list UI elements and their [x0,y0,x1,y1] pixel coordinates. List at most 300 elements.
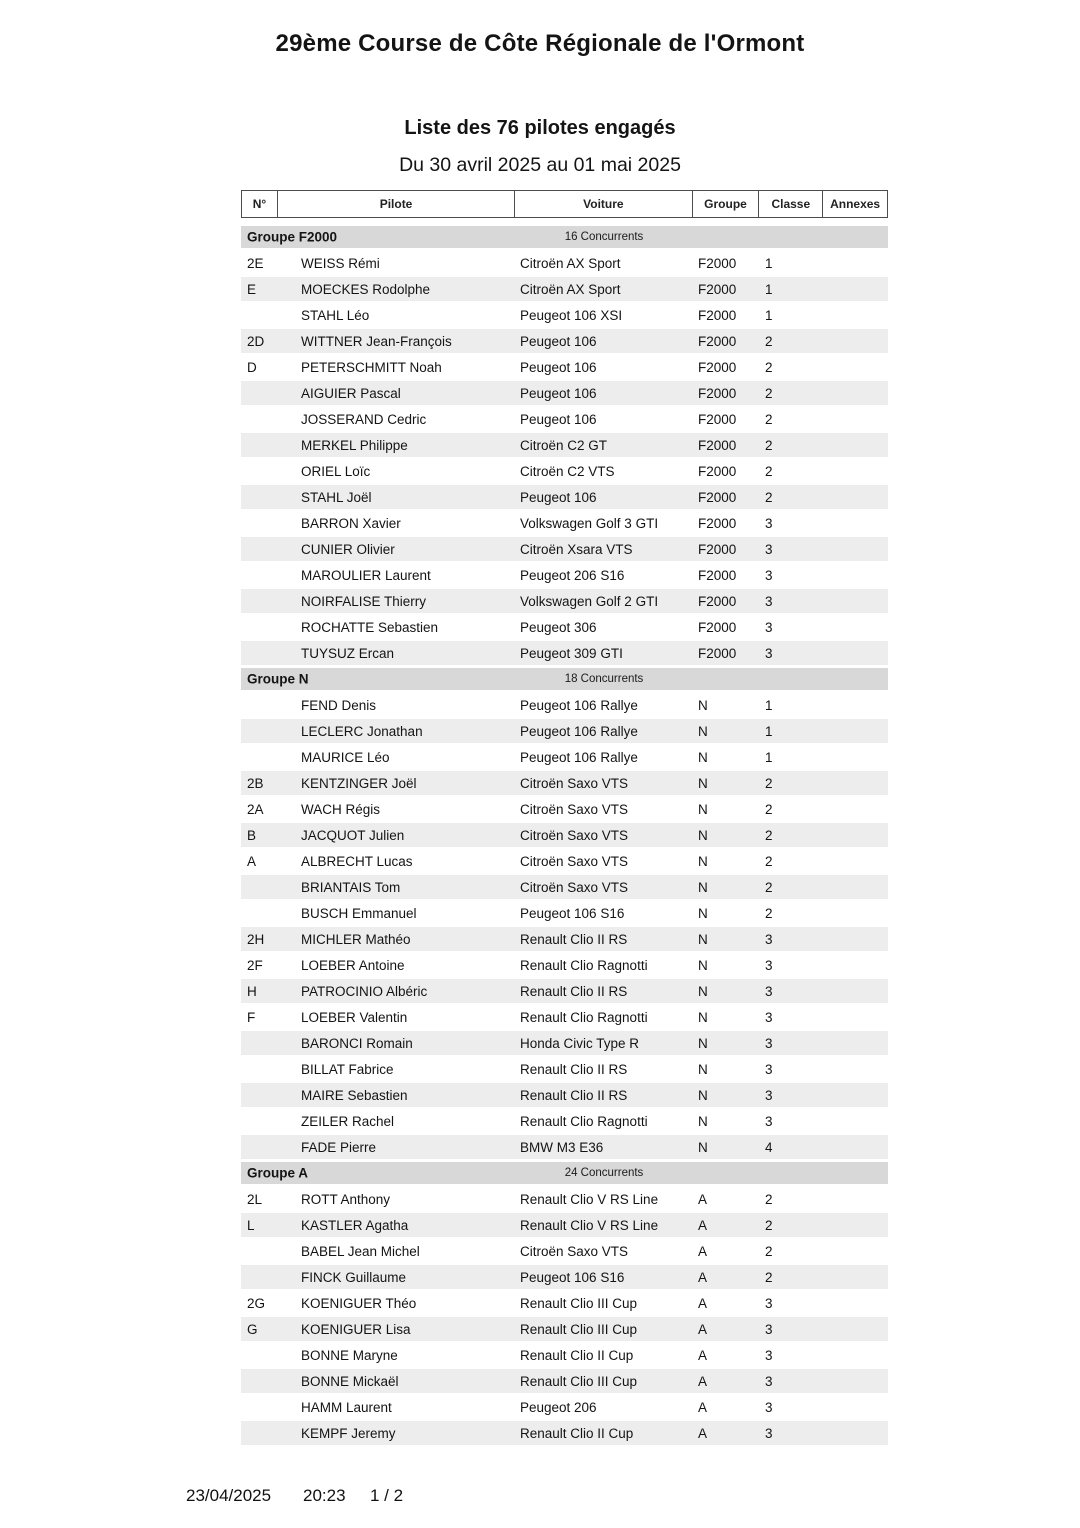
table-row [241,1394,888,1420]
table-row [241,1264,888,1290]
group-cell: F2000 [698,463,737,479]
num-cell [241,1031,277,1055]
class-cell: 2 [765,801,773,817]
pilot-cell: MERKEL Philippe [301,437,408,453]
car-cell: Renault Clio II RS [520,983,628,999]
group-cell: A [698,1217,708,1233]
table-row [241,770,888,796]
pilot-cell: STAHL Léo [301,307,370,323]
footer-print-time: 20:23 [303,1486,346,1505]
pilot-cell: LOEBER Valentin [301,1009,408,1025]
table-row [241,848,888,874]
class-cell: 3 [765,567,773,583]
class-cell: 1 [765,697,773,713]
car-cell: Renault Clio III Cup [520,1321,638,1337]
pilot-cell: JACQUOT Julien [301,827,405,843]
table-row [241,276,888,302]
num-cell: 2F [247,957,263,973]
group-competitor-count: 16 Concurrents [564,231,644,243]
class-cell: 1 [765,307,773,323]
annexes-cell [824,614,888,640]
annexes-cell [824,589,888,613]
pilot-cell: ROCHATTE Sebastien [301,619,439,635]
group-cell: F2000 [698,645,737,661]
group-cell: N [698,905,708,921]
group-cell: N [698,1035,708,1051]
group-header-bar [241,224,888,250]
pilot-cell: ALBRECHT Lucas [301,853,413,869]
pilot-cell: KASTLER Agatha [301,1217,409,1233]
group-cell: N [698,879,708,895]
pilot-cell: HAMM Laurent [301,1399,392,1415]
pilot-cell: TUYSUZ Ercan [301,645,395,661]
num-cell [241,589,277,613]
pilot-cell: FEND Denis [301,697,377,713]
class-cell: 1 [765,281,773,297]
car-cell: Peugeot 106 XSI [520,307,623,323]
num-cell: 2B [247,775,264,791]
num-cell [241,641,277,665]
pilot-cell: BRIANTAIS Tom [301,879,401,895]
num-cell: L [247,1217,255,1233]
pilot-cell: BUSCH Emmanuel [301,905,417,921]
num-cell [241,1238,277,1264]
page-title: 29ème Course de Côte Régionale de l'Ormont [275,30,805,57]
class-cell: 3 [765,541,773,557]
annexes-cell [824,354,888,380]
class-cell: 3 [765,1061,773,1077]
group-cell: A [698,1347,708,1363]
annexes-cell [824,1031,888,1055]
car-cell: Peugeot 106 [520,411,597,427]
pilot-cell: ORIEL Loïc [301,463,371,479]
car-cell: Peugeot 106 Rallye [520,749,638,765]
group-cell: A [698,1373,708,1389]
class-cell: 4 [765,1139,773,1155]
group-cell: N [698,775,708,791]
pilot-cell: BABEL Jean Michel [301,1243,420,1259]
num-cell [241,1369,277,1393]
car-cell: Renault Clio II RS [520,931,628,947]
class-cell: 2 [765,879,773,895]
car-cell: Peugeot 306 [520,619,597,635]
column-header-annexes: Annexes [830,197,881,211]
group-name: Groupe F2000 [247,229,338,245]
table-row [241,796,888,822]
class-cell: 3 [765,957,773,973]
num-cell: B [247,827,257,843]
pilot-cell: LECLERC Jonathan [301,723,423,739]
annexes-cell [824,1394,888,1420]
car-cell: Peugeot 106 [520,385,597,401]
annexes-cell [824,302,888,328]
annexes-cell [824,1213,888,1237]
car-cell: Renault Clio V RS Line [520,1217,659,1233]
car-cell: Renault Clio Ragnotti [520,1113,648,1129]
num-cell: D [247,359,257,375]
list-subtitle: Liste des 76 pilotes engagés [404,117,676,139]
annexes-cell [824,823,888,847]
num-cell [241,1342,277,1368]
annexes-cell [824,1186,888,1212]
pilot-cell: MAIRE Sebastien [301,1087,408,1103]
car-cell: Citroën Saxo VTS [520,827,629,843]
group-cell: N [698,1113,708,1129]
table-row [241,432,888,458]
num-cell [241,485,277,509]
annexes-cell [824,1083,888,1107]
class-cell: 3 [765,515,773,531]
class-cell: 2 [765,1191,773,1207]
group-cell: A [698,1269,708,1285]
group-cell: A [698,1191,708,1207]
group-cell: N [698,1009,708,1025]
num-cell [241,719,277,743]
table-row [241,328,888,354]
entry-table [241,190,888,1446]
annexes-cell [824,1369,888,1393]
annexes-cell [824,719,888,743]
group-cell: A [698,1321,708,1337]
table-row [241,874,888,900]
car-cell: Renault Clio II RS [520,1061,628,1077]
group-cell: F2000 [698,489,737,505]
car-cell: Renault Clio III Cup [520,1295,638,1311]
car-cell: Renault Clio Ragnotti [520,1009,648,1025]
car-cell: Citroën AX Sport [520,255,621,271]
table-row [241,536,888,562]
pilot-cell: KOENIGUER Lisa [301,1321,411,1337]
car-cell: Peugeot 106 [520,359,597,375]
table-row [241,640,888,666]
num-cell: 2E [247,255,264,271]
car-cell: Citroën C2 GT [520,437,608,453]
pilot-cell: KEMPF Jeremy [301,1425,396,1441]
class-cell: 3 [765,983,773,999]
class-cell: 2 [765,853,773,869]
class-cell: 2 [765,333,773,349]
num-cell [241,381,277,405]
group-cell: N [698,853,708,869]
group-cell: N [698,697,708,713]
car-cell: Peugeot 106 S16 [520,905,625,921]
class-cell: 1 [765,255,773,271]
num-cell [241,614,277,640]
car-cell: Renault Clio Ragnotti [520,957,648,973]
table-row [241,1212,888,1238]
class-cell: 2 [765,489,773,505]
table-row [241,1056,888,1082]
annexes-cell [824,1265,888,1289]
annexes-cell [824,485,888,509]
class-cell: 2 [765,359,773,375]
pilot-cell: WACH Régis [301,801,381,817]
group-cell: N [698,1139,708,1155]
group-cell: N [698,801,708,817]
class-cell: 2 [765,905,773,921]
group-cell: A [698,1399,708,1415]
class-cell: 3 [765,1087,773,1103]
class-cell: 2 [765,1269,773,1285]
table-row [241,588,888,614]
annexes-cell [824,381,888,405]
group-cell: N [698,957,708,973]
car-cell: Peugeot 206 S16 [520,567,625,583]
num-cell [241,900,277,926]
class-cell: 3 [765,1035,773,1051]
table-row [241,926,888,952]
page-footer [0,1486,1080,1506]
group-cell: F2000 [698,567,737,583]
class-cell: 3 [765,1009,773,1025]
table-row [241,250,888,276]
annexes-cell [824,1108,888,1134]
group-cell: A [698,1295,708,1311]
table-row [241,1004,888,1030]
annexes-cell [824,1135,888,1159]
car-cell: Renault Clio V RS Line [520,1191,659,1207]
class-cell: 2 [765,437,773,453]
num-cell: A [247,853,257,869]
class-cell: 3 [765,931,773,947]
class-cell: 3 [765,1425,773,1441]
num-cell [241,1265,277,1289]
num-cell: 2H [247,931,265,947]
pilot-cell: BARONCI Romain [301,1035,413,1051]
group-competitor-count: 18 Concurrents [564,673,644,685]
car-cell: Citroën Saxo VTS [520,1243,629,1259]
pilot-cell: ZEILER Rachel [301,1113,395,1129]
car-cell: Citroën C2 VTS [520,463,615,479]
table-header-row [241,190,888,218]
pilot-cell: KENTZINGER Joël [301,775,417,791]
group-cell: N [698,749,708,765]
annexes-cell [824,927,888,951]
class-cell: 2 [765,463,773,479]
pilot-cell: WITTNER Jean-François [301,333,452,349]
table-row [241,900,888,926]
num-cell [241,1083,277,1107]
car-cell: Peugeot 106 Rallye [520,723,638,739]
pilot-cell: LOEBER Antoine [301,957,405,973]
pilot-cell: MOECKES Rodolphe [301,281,431,297]
annexes-cell [824,433,888,457]
annexes-cell [824,277,888,301]
group-header-bar [241,666,888,692]
group-name: Groupe A [247,1165,309,1181]
annexes-cell [824,692,888,718]
num-cell [241,1056,277,1082]
num-cell [241,1108,277,1134]
car-cell: Peugeot 106 Rallye [520,697,638,713]
num-cell: 2G [247,1295,266,1311]
class-cell: 1 [765,749,773,765]
column-header-class: Classe [759,191,823,217]
table-row [241,1134,888,1160]
event-date-range: Du 30 avril 2025 au 01 mai 2025 [399,154,681,176]
annexes-cell [824,875,888,899]
annexes-cell [824,537,888,561]
table-row [241,1368,888,1394]
num-cell [241,744,277,770]
annexes-cell [824,979,888,1003]
pilot-cell: NOIRFALISE Thierry [301,593,427,609]
class-cell: 2 [765,411,773,427]
group-cell: F2000 [698,385,737,401]
group-cell: N [698,723,708,739]
group-competitor-count: 24 Concurrents [564,1167,644,1179]
table-row [241,1420,888,1446]
table-row [241,406,888,432]
pilot-cell: MICHLER Mathéo [301,931,411,947]
group-cell: F2000 [698,359,737,375]
num-cell: E [247,281,257,297]
group-cell: N [698,931,708,947]
table-row [241,458,888,484]
column-header-number: N° [242,191,278,217]
pilot-cell: BONNE Maryne [301,1347,398,1363]
num-cell [241,537,277,561]
annexes-cell [824,1056,888,1082]
pilot-cell: PATROCINIO Albéric [301,983,428,999]
group-name: Groupe N [247,671,309,687]
group-cell: A [698,1425,708,1441]
pilot-cell: CUNIER Olivier [301,541,395,557]
table-row [241,718,888,744]
car-cell: Peugeot 106 [520,333,597,349]
annexes-cell [824,1238,888,1264]
num-cell: G [247,1321,258,1337]
annexes-cell [824,562,888,588]
group-cell: N [698,1061,708,1077]
num-cell [241,692,277,718]
class-cell: 2 [765,827,773,843]
car-cell: Volkswagen Golf 3 GTI [520,515,659,531]
group-cell: F2000 [698,307,737,323]
class-cell: 3 [765,1399,773,1415]
pilot-cell: FINCK Guillaume [301,1269,407,1285]
group-cell: F2000 [698,515,737,531]
footer-print-date: 23/04/2025 [186,1486,272,1505]
annexes-cell [824,458,888,484]
annexes-cell [824,1421,888,1445]
annexes-cell [824,1342,888,1368]
pilot-cell: ROTT Anthony [301,1191,391,1207]
annexes-cell [824,900,888,926]
pilot-cell: WEISS Rémi [301,255,380,271]
group-header-bar [241,1160,888,1186]
car-cell: Volkswagen Golf 2 GTI [520,593,659,609]
table-row [241,1238,888,1264]
table-row [241,1316,888,1342]
group-cell: F2000 [698,281,737,297]
car-cell: BMW M3 E36 [520,1139,604,1155]
column-header-group: Groupe [693,191,760,217]
car-cell: Citroën Saxo VTS [520,775,629,791]
footer-page-number: 1 / 2 [370,1486,404,1505]
table-row [241,1342,888,1368]
num-cell [241,1135,277,1159]
pilot-cell: MAROULIER Laurent [301,567,431,583]
pilot-cell: AIGUIER Pascal [301,385,401,401]
num-cell [241,433,277,457]
group-cell: N [698,827,708,843]
annexes-cell [824,1317,888,1341]
class-cell: 3 [765,593,773,609]
num-cell [241,510,277,536]
car-cell: Citroën Saxo VTS [520,801,629,817]
table-row [241,484,888,510]
pilot-cell: FADE Pierre [301,1139,377,1155]
car-cell: Citroën Saxo VTS [520,879,629,895]
car-cell: Renault Clio III Cup [520,1373,638,1389]
table-row [241,614,888,640]
table-row [241,1108,888,1134]
annexes-cell [824,952,888,978]
group-cell: F2000 [698,437,737,453]
pilot-cell: BILLAT Fabrice [301,1061,394,1077]
column-header-car: Voiture [515,191,692,217]
annexes-cell [824,771,888,795]
pilot-cell: BONNE Mickaël [301,1373,399,1389]
pilot-cell: BARRON Xavier [301,515,401,531]
table-row [241,692,888,718]
car-cell: Peugeot 106 S16 [520,1269,625,1285]
group-cell: F2000 [698,593,737,609]
group-cell: F2000 [698,333,737,349]
car-cell: Peugeot 106 [520,489,597,505]
table-body [241,224,888,1446]
table-row [241,822,888,848]
num-cell [241,1421,277,1445]
table-row [241,1030,888,1056]
num-cell: 2L [247,1191,263,1207]
class-cell: 1 [765,723,773,739]
num-cell: 2D [247,333,265,349]
class-cell: 3 [765,1373,773,1389]
group-cell: N [698,1087,708,1103]
table-row [241,562,888,588]
annexes-cell [824,848,888,874]
pilot-cell: KOENIGUER Théo [301,1295,417,1311]
annexes-cell [824,510,888,536]
table-row [241,744,888,770]
class-cell: 3 [765,1295,773,1311]
car-cell: Honda Civic Type R [520,1035,640,1051]
num-cell: 2A [247,801,264,817]
class-cell: 3 [765,1321,773,1337]
table-row [241,952,888,978]
annexes-cell [824,250,888,276]
pilot-cell: MAURICE Léo [301,749,390,765]
annexes-cell [824,796,888,822]
table-row [241,354,888,380]
column-header-pilot: Pilote [278,191,515,217]
num-cell [241,458,277,484]
annexes-cell [824,406,888,432]
num-cell [241,406,277,432]
annexes-cell [824,641,888,665]
class-cell: 3 [765,645,773,661]
table-row [241,510,888,536]
table-row [241,380,888,406]
num-cell [241,875,277,899]
car-cell: Citroën AX Sport [520,281,621,297]
group-cell: A [698,1243,708,1259]
pilot-cell: STAHL Joël [301,489,372,505]
table-row [241,1290,888,1316]
group-cell: F2000 [698,541,737,557]
